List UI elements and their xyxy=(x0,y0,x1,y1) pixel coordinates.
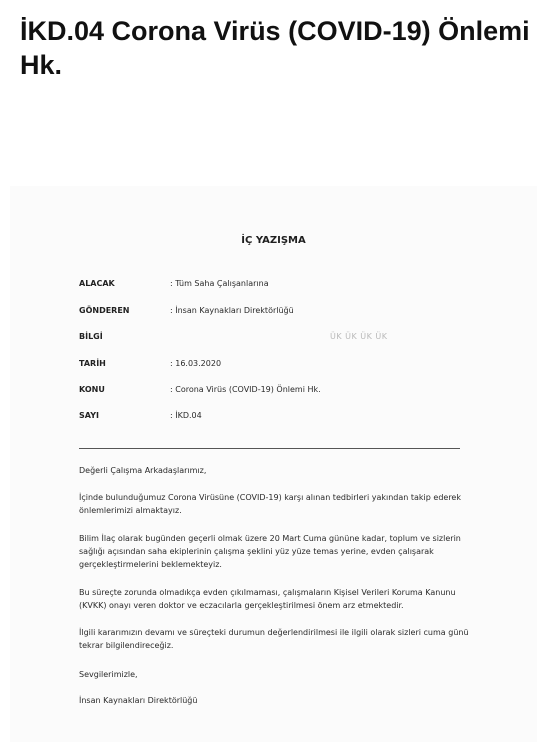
field-value-gonderen: : İnsan Kaynakları Direktörlüğü xyxy=(170,306,294,315)
field-value-bilgi: ÜK ÜK ÜK ÜK xyxy=(330,332,388,341)
greeting: Değerli Çalışma Arkadaşlarımız, xyxy=(79,466,207,475)
body-paragraph-1: İçinde bulunduğumuz Corona Virüsüne (COVID-19) karşı alınan tedbirleri yakından takip ederek önlemlerimizi almaktayız. xyxy=(79,493,461,515)
field-label-alacak: ALACAK xyxy=(79,279,115,288)
article-headline: İKD.04 Corona Virüs (COVID-19) Önlemi Hk. xyxy=(20,16,530,80)
header-divider xyxy=(79,448,460,449)
field-label-tarih: TARİH xyxy=(79,359,106,368)
signature: İnsan Kaynakları Direktörlüğü xyxy=(79,696,198,705)
field-value-alacak: : Tüm Saha Çalışanlarına xyxy=(170,279,269,288)
closing: Sevgilerimizle, xyxy=(79,670,138,679)
memo-title: İÇ YAZIŞMA xyxy=(241,235,306,246)
field-value-konu: : Corona Virüs (COVID-19) Önlemi Hk. xyxy=(170,385,321,394)
field-label-sayi: SAYI xyxy=(79,411,99,420)
body-paragraph-2: Bilim İlaç olarak bugünden geçerli olmak üzere 20 Mart Cuma gününe kadar, toplum ve sizlerin sağlığı açısından saha ekiplerinin çalışma şeklini yüz yüze temas yerine, evden çalışarak gerçekleştirmelerini beklemekteyiz. xyxy=(79,534,461,569)
memo-document xyxy=(10,186,537,742)
body-paragraph-3: Bu süreçte zorunda olmadıkça evden çıkılmaması, çalışmaların Kişisel Verileri Koruma Kanunu (KVKK) onayı veren doktor ve eczacılarla gerçekleştirilmesi önem arz etmektedir. xyxy=(79,588,456,610)
field-label-bilgi: BİLGİ xyxy=(79,332,103,341)
field-value-tarih: : 16.03.2020 xyxy=(170,359,222,368)
field-label-konu: KONU xyxy=(79,385,105,394)
field-value-sayi: : İKD.04 xyxy=(170,411,202,420)
field-label-gonderen: GÖNDEREN xyxy=(79,306,130,315)
body-paragraph-4: İlgili kararımızın devamı ve süreçteki durumun değerlendirilmesi ile ilgili olarak sizleri cuma günü tekrar bilgilendireceğiz. xyxy=(79,628,469,650)
